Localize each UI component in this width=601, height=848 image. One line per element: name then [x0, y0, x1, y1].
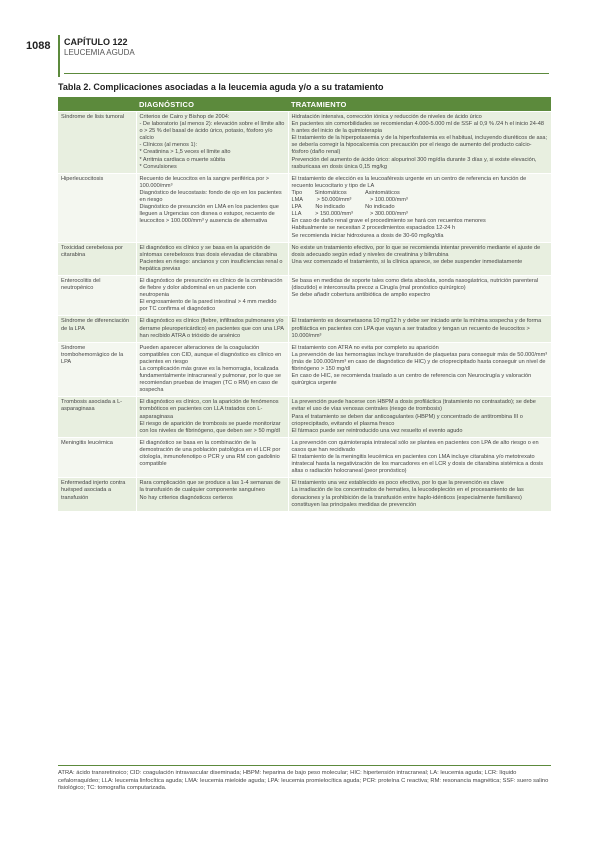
cell-line: - Clínicos (al menos 1): [139, 142, 198, 149]
table-header-row [58, 97, 551, 112]
cell-line: La prevención con quimioterapia intratecal sólo se plantea en pacientes con LPA de alto riesgo o en casos que han recidivado [291, 439, 539, 453]
cell-line: La irradiación de los concentrados de hematíes, la leucodepleción en el procesamiento de las donaciones y la prohibición de la transfusión entre haplo-idénticos (especialmente familiares) constituyen las principales medidas de prevención [291, 487, 524, 508]
cell-line: El diagnóstico es clínico, con la aparición de fenómenos trombóticos en pacientes con LLA tratados con L-asparaginasa [139, 399, 279, 420]
chapter-title: CAPÍTULO 122 [64, 37, 128, 47]
cell-line: Prevención del aumento de ácido úrico: alopurinol 300 mg/día durante 3 días y, si existe elevación, rasburicasa en dosis única 0,15 mg/kg [291, 156, 537, 170]
cell-line: LPA No indicado No indicado [291, 204, 395, 211]
cell-line: LLA > 150.000/mm³ > 300.000/mm³ [291, 211, 408, 218]
cell-line: * Creatinina > 1,5 veces el límite alto [139, 149, 231, 156]
treatment-cell [288, 112, 551, 174]
cell-line: Una vez comenzado el tratamiento, si la clínica aparece, se debe suspender inmediatamente [291, 258, 523, 265]
cell-line: El tratamiento es dexametasona 10 mg/12 h y debe ser iniciado ante la mínima sospecha y de forma profiláctica en pacientes con LPA que vayan a ser tratados y tengan un recuento de leucocitos > 10.000/mm³ [291, 318, 542, 339]
treatment-cell [288, 316, 551, 342]
cell-line: Habitualmente se necesitan 2 procedimientos espaciados 12-24 h [291, 225, 456, 232]
cell-line: Hidratación intensiva, corrección iónica y reducción de niveles de ácido úrico [291, 114, 482, 120]
cell-line: Pueden aparecer alteraciones de la coagulación compatibles con CID, aunque el diagnóstico es clínico en pacientes en riesgo [139, 344, 282, 365]
complications-table [58, 97, 551, 511]
table-row [58, 112, 551, 174]
cell-line: El tratamiento de elección es la leucoaféresis urgente en un centro de referencia en función de recuento leucocitario y tipo de LA [291, 175, 527, 189]
header-diagnostico: DIAGNÓSTICO [136, 97, 288, 112]
header-tratamiento: TRATAMIENTO [288, 97, 551, 112]
table-row [58, 242, 551, 275]
chapter-subtitle: LEUCEMIA AGUDA [64, 48, 135, 57]
diagnosis-cell [136, 173, 288, 242]
table-row [58, 437, 551, 477]
table-row [58, 275, 551, 315]
cell-line: El riesgo de aparición de trombosis se puede monitorizar con los niveles de fibrinógeno, que deben ser > 50 mg/dl [139, 420, 281, 434]
cell-line: LMA > 50.000/mm³ > 100.000/mm³ [291, 197, 408, 204]
cell-line: En caso de daño renal grave el procedimiento se hará con recuentos menores [291, 218, 486, 225]
diagnosis-cell [136, 242, 288, 275]
complication-name: Enterocolitis del neutropénico [58, 275, 136, 315]
cell-line: Se basa en medidas de soporte tales como dieta absoluta, sonda nasogástrica, nutrición parenteral (discutido) e interconsulta precoz a Cirugía (mal pronóstico quirúrgico) [291, 277, 539, 292]
header-divider [58, 35, 60, 77]
cell-line: La prevención de las hemorragias incluye transfusión de plaquetas para conseguir más de 50.000/mm³ (más de 100.000/mm³ en caso de diagnóstico de HIC) y de crioprecipitado hasta conseguir un nivel de fibrinógeno > 150 mg/dl [291, 351, 548, 372]
diagnosis-cell [136, 112, 288, 174]
cell-line: En pacientes sin comorbilidades se recomiendan 4.000-5.000 ml de SSF al 0,9 % /24 h el inicio 24-48 h antes del inicio de la quimioterapia [291, 121, 544, 135]
cell-line: El tratamiento de la meningitis leucémica en pacientes con LMA incluye citarabina y/o metotrexato intratecal hasta la negativización de los marcadores en el LCR y dosis de citarabina sistémica a dosis altas o radiación holocraneal (peor pronóstico) [291, 454, 544, 475]
table-body [58, 112, 551, 511]
cell-line: Diagnóstico de presunción en LMA en los pacientes que lleguen a Urgencias con disnea o estupor, recuento de leucocitos > 100.000/mm³ y ausencia de alternativa [139, 204, 279, 225]
header-rule [64, 73, 549, 74]
complication-name: Toxicidad cerebelosa por citarabina [58, 242, 136, 275]
cell-line: Criterios de Cairo y Bishop de 2004: [139, 114, 230, 120]
treatment-cell [288, 342, 551, 397]
table-caption-label: Tabla 2. [58, 82, 91, 92]
treatment-cell [288, 437, 551, 477]
table-footnote: ATRA: ácido transretinoico; CID: coagulación intravascular diseminada; HBPM: heparina de bajo peso molecular; HIC: hipertensión intracraneal; LA: leucemia aguda; LCR: líquido cefalorraquídeo; LLA: leucemia linfocítica aguda; LMA: leucemia mieloide aguda; LPA: leucemia promielocítica aguda; PCR: proteína C reactiva; RM: resonancia magnética; SSF: suero salino fisiológico; TC: tomografía computarizada. [58, 770, 549, 791]
treatment-cell [288, 242, 551, 275]
cell-line: * Arritmia cardiaca o muerte súbita [139, 156, 225, 163]
complication-name: Síndrome trombohemorrágico de la LPA [58, 342, 136, 397]
cell-line: Se debe añadir cobertura antibiótica de amplio espectro [291, 292, 431, 299]
complication-name: Hiperleucocitosis [58, 173, 136, 242]
complication-name: Meningitis leucémica [58, 437, 136, 477]
cell-line: El diagnóstico es clínico (fiebre, infiltrados pulmonares y/o derrame pleuropericárdico) en pacientes que con una LPA han recibido ATRA o trióxido de arsénico [139, 318, 284, 339]
cell-line: El diagnóstico se basa en la combinación de la demostración de una población patológica en el LCR por citología, inmunofenotipo o PCR y una RM con gadolinio compatible [139, 439, 281, 468]
treatment-cell [288, 173, 551, 242]
cell-line: El tratamiento con ATRA no evita por completo su aparición [291, 344, 439, 351]
page-number: 1088 [26, 40, 51, 52]
diagnosis-cell [136, 397, 288, 437]
table-row [58, 316, 551, 342]
footnote-rule-top [58, 765, 551, 766]
cell-line: Para el tratamiento se deben dar anticoagulantes (HBPM) y concentrado de antitrombina III o crioprecipitado, evitando el plasma fresco [291, 413, 523, 427]
table-row [58, 397, 551, 437]
cell-line: No hay criterios diagnósticos certeros [139, 494, 233, 501]
complication-name: Síndrome de diferenciación de la LPA [58, 316, 136, 342]
cell-line: Diagnóstico de leucostasis: fondo de ojo en los pacientes en riesgo [139, 189, 282, 204]
header-empty [58, 97, 136, 112]
cell-line: Pacientes en riesgo: ancianos y con insuficiencias renal o hepática previas [139, 258, 283, 272]
cell-line: La complicación más grave es la hemorragia, localizada fundamentalmente intracraneal y pulmonar, por lo que se recomiendan pruebas de imagen (TC o RM) en caso de sospecha [139, 366, 281, 394]
cell-line: Tipo Sintomáticos Asintomáticos [291, 189, 400, 196]
treatment-cell [288, 275, 551, 315]
cell-line: El fármaco puede ser reintroducido una vez resuelto el evento agudo [291, 427, 463, 434]
diagnosis-cell [136, 342, 288, 397]
table-caption-text: Complicaciones asociadas a la leucemia aguda y/o a su tratamiento [90, 82, 384, 92]
complication-name: Trombosis asociada a L-asparaginasa [58, 397, 136, 437]
cell-line: En caso de HIC, se recomienda traslado a un centro de referencia con Neurocirugía y valoración quirúrgica urgente [291, 373, 532, 387]
treatment-cell [288, 397, 551, 437]
table-caption [58, 82, 383, 92]
cell-line: El tratamiento de la hiperpotasemia y de la hiperfosfatemia es el habitual, incluyendo diuréticos de asa; se debería corregir la hipocalcemia con precaución por el riesgo de aumento del producto calcio-fósforo (daño renal) [291, 135, 548, 156]
cell-line: La prevención puede hacerse con HBPM a dosis profiláctica (tratamiento no contrastado); se debe evitar el uso de vías venosas centrales (riesgo de trombosis) [291, 399, 536, 413]
complication-name: Enfermedad injerto contra huésped asociada a transfusión [58, 478, 136, 511]
cell-line: * Convulsiones [139, 163, 177, 170]
table-row [58, 173, 551, 242]
cell-line: No existe un tratamiento efectivo, por lo que se recomienda intentar prevenirlo mediante el ajuste de dosis adecuado según edad y niveles de creatinina y bilirrubina [291, 244, 541, 258]
diagnosis-cell [136, 316, 288, 342]
cell-line: El tratamiento una vez establecido es poco efectivo, por lo que la prevención es clave [291, 480, 504, 487]
treatment-cell [288, 478, 551, 511]
cell-line: El engrosamiento de la pared intestinal > 4 mm medido por TC confirma el diagnóstico [139, 299, 277, 313]
cell-line: El diagnóstico de presunción es clínico de la combinación de fiebre y dolor abdominal en un paciente con neutropenia [139, 277, 283, 299]
table-row [58, 478, 551, 511]
cell-line: - De laboratorio (al menos 2): elevación sobre el límite alto o > 25 % del basal de ácido úrico, potasio, fósforo y/o calcio [139, 121, 285, 142]
cell-line: Rara complicación que se produce a las 1-4 semanas de la transfusión de cualquier componente sanguíneo [139, 480, 281, 494]
cell-line: Recuento de leucocitos en la sangre periférica por > 100.000/mm³ [139, 175, 270, 189]
table-row [58, 342, 551, 397]
diagnosis-cell [136, 275, 288, 315]
diagnosis-cell [136, 437, 288, 477]
cell-line: Se recomienda iniciar hidroxiurea a dosis de 30-60 mg/kg/día [291, 232, 444, 239]
cell-line: El diagnóstico es clínico y se basa en la aparición de síntomas cerebelosos tras dosis elevadas de citarabina [139, 244, 277, 258]
diagnosis-cell [136, 478, 288, 511]
complication-name: Síndrome de lisis tumoral [58, 112, 136, 174]
